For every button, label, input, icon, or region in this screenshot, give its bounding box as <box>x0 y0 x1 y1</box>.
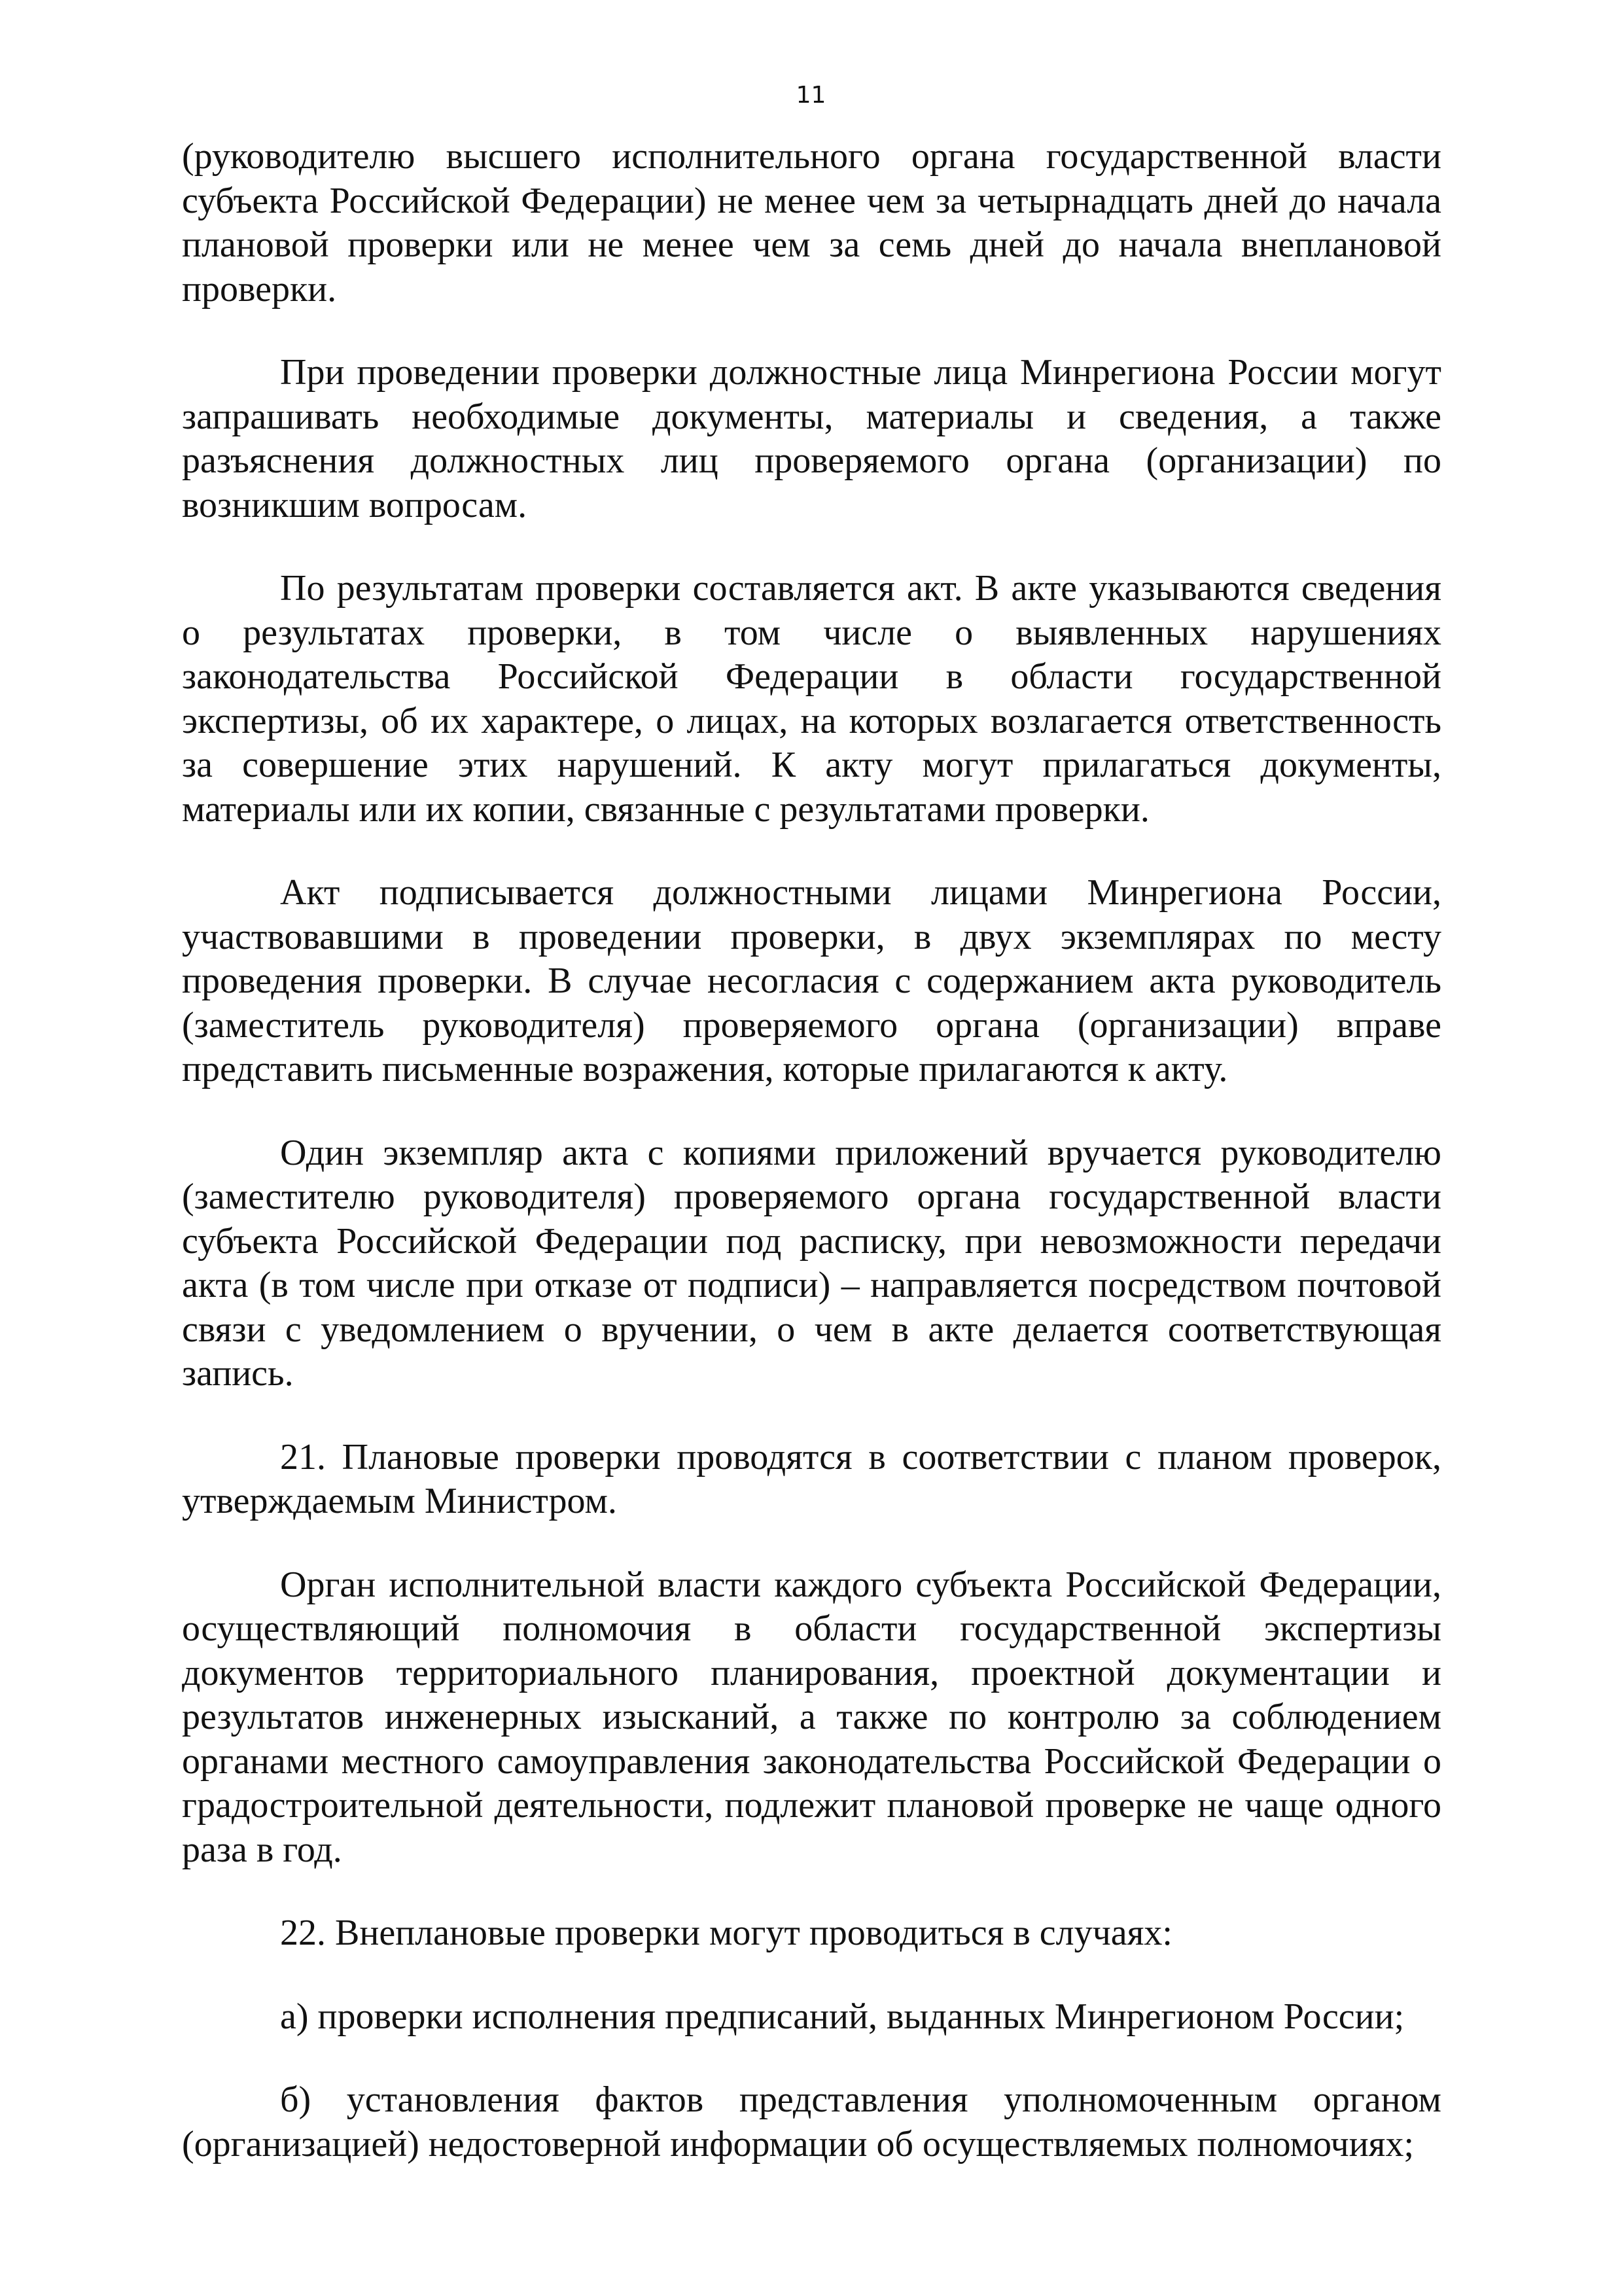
paragraph-inspection-act: По результатам проверки составляется акт. В акте указываются сведения о результатах проверки, в том числе о выявленных нарушениях законодательства Российской Федерации в области государственной экспертизы, об их характере, о лицах, на которых возлагается ответственность за совершение этих нарушений. К акту могут прилагаться документы, материалы или их копии, связанные с результатами проверки. <box>182 568 1441 830</box>
page-number: 11 <box>796 82 826 109</box>
paragraph-item-21: 21. Плановые проверки проводятся в соответствии с планом проверок, утверждаемым Министром. <box>182 1436 1441 1521</box>
paragraph-item-22: 22. Внеплановые проверки могут проводиться в случаях: <box>280 1913 1172 1953</box>
document-body <box>182 135 1441 2166</box>
paragraph-item-22-b: б) установления фактов представления уполномоченным органом (организацией) недостоверной информации об осуществляемых полномочиях; <box>182 2079 1441 2164</box>
paragraph-item-22-a: а) проверки исполнения предписаний, выданных Минрегионом России; <box>280 1996 1405 2037</box>
paragraph-annual-inspection: Орган исполнительной власти каждого субъекта Российской Федерации, осуществляющий полномочия в области государственной экспертизы документов территориального планирования, проектной документации и результатов инженерных изысканий, а также по контролю за соблюдением органами местного самоуправления законодательства Российской Федерации о градостроительной деятельности, подлежит плановой проверке не чаще одного раза в год. <box>182 1564 1441 1870</box>
paragraph-act-signing: Акт подписывается должностными лицами Минрегиона России, участвовавшими в проведении проверки, в двух экземплярах по месту проведения проверки. В случае несогласия с содержанием акта руководитель (заместитель руководителя) проверяемого органа (организации) вправе представить письменные возражения, которые прилагаются к акту. <box>182 872 1441 1089</box>
paragraph-act-delivery: Один экземпляр акта с копиями приложений вручается руководителю (заместителю руководителя) проверяемого органа государственной власти субъекта Российской Федерации под расписку, при невозможности передачи акта (в том числе при отказе от подписи) – направляется посредством почтовой связи с уведомлением о вручении, о чем в акте делается соответствующая запись. <box>182 1132 1441 1394</box>
paragraph-inspection-requests: При проведении проверки должностные лица Минрегиона России могут запрашивать необходимые документы, материалы и сведения, а также разъяснения должностных лиц проверяемого органа (организации) по возникшим вопросам. <box>182 352 1441 525</box>
paragraph-continuation: (руководителю высшего исполнительного органа государственной власти субъекта Российской Федерации) не менее чем за четырнадцать дней до начала плановой проверки или не менее чем за семь дней до начала внеплановой проверки. <box>182 136 1441 309</box>
